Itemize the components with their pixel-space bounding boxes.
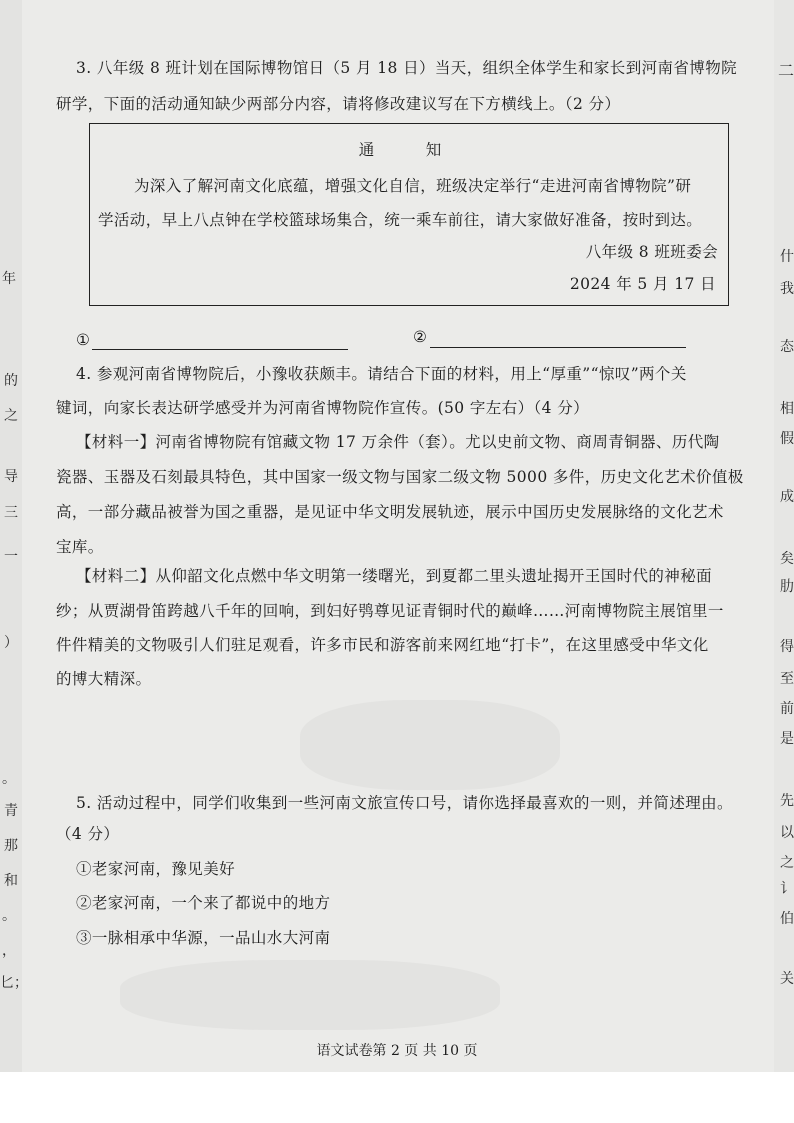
q5-option-3: ③一脉相承中华源，一品山水大河南 (76, 929, 331, 947)
q3-line-2: 研学，下面的活动通知缺少两部分内容，请将修改建议写在下方横线上。（2 分） (56, 95, 621, 113)
notice-date: 2024 年 5 月 17 日 (569, 275, 716, 293)
margin-char: 矣 (780, 551, 794, 567)
margin-char: 年 (2, 271, 16, 287)
page-footer: 语文试卷第 2 页 共 10 页 (316, 1043, 478, 1059)
margin-char: 得 (780, 639, 794, 655)
q4-line-2: 键词，向家长表达研学感受并为河南省博物院作宣传。(50 字左右）（4 分） (56, 399, 590, 417)
margin-char: 相 (780, 401, 794, 417)
notice-signer: 八年级 8 班班委会 (585, 243, 718, 261)
margin-char: 至 (780, 671, 794, 687)
q4-line-1: 4. 参观河南省博物院后，小豫收获颇丰。请结合下面的材料，用上“厚重”“惊叹”两个关 (76, 365, 687, 383)
margin-char: ） (4, 635, 18, 651)
material-2-line-2: 纱；从贾湖骨笛跨越八千年的回响，到妇好鸮尊见证青铜时代的巅峰……河南博物院主展馆里一 (56, 602, 724, 620)
notice-body-line-2: 学活动，早上八点钟在学校篮球场集合，统一乘车前往，请大家做好准备，按时到达。 (98, 211, 703, 229)
answer-blank-1[interactable] (92, 348, 348, 350)
margin-char: 三 (4, 505, 18, 521)
margin-char: 青 (4, 803, 18, 819)
margin-char: 那 (4, 838, 18, 854)
notice-body-line-1: 为深入了解河南文化底蕴，增强文化自信，班级决定举行“走进河南省博物院”研 (134, 177, 692, 195)
margin-char: 一 (4, 549, 18, 565)
material-1-line-3: 高，一部分藏品被誉为国之重器，是见证中华文明发展轨迹，展示中国历史发展脉络的文化艺术 (56, 503, 724, 521)
margin-char: 二 (778, 61, 794, 80)
material-1-line-4: 宝库。 (56, 538, 104, 556)
material-2-line-1: 【材料二】从仰韶文化点燃中华文明第一缕曙光，到夏都二里头遗址揭开王国时代的神秘面 (76, 567, 713, 585)
scan-shadow (120, 960, 500, 1030)
margin-char: 导 (4, 469, 18, 485)
notice-title: 通 知 (358, 141, 460, 159)
margin-char: ， (2, 943, 16, 959)
margin-char: 之 (4, 408, 18, 424)
margin-char: 关 (780, 971, 794, 987)
q5-option-2: ②老家河南，一个来了都说中的地方 (76, 894, 331, 912)
blank-1-label: ① (76, 331, 91, 349)
scan-shadow (300, 700, 560, 790)
margin-char: 肋 (780, 579, 794, 595)
margin-char: 和 (4, 873, 18, 889)
margin-char: 成 (780, 489, 794, 505)
margin-char: 先 (780, 793, 794, 809)
margin-char: 之 (780, 855, 794, 871)
margin-char: 假 (780, 431, 794, 447)
blank-2-label: ② (413, 328, 428, 346)
margin-char: 。 (2, 771, 16, 787)
margin-char: 。 (2, 908, 16, 924)
margin-char: 我 (780, 281, 794, 297)
q3-line-1: 3. 八年级 8 班计划在国际博物馆日（5 月 18 日）当天，组织全体学生和家长到河南省博物院 (76, 59, 737, 77)
notice-box (89, 123, 729, 306)
material-1-line-1: 【材料一】河南省博物院有馆藏文物 17 万余件（套）。尤以史前文物、商周青铜器、历代陶 (76, 433, 720, 451)
q5-option-1: ①老家河南，豫见美好 (76, 860, 236, 878)
margin-char: 的 (4, 373, 18, 389)
material-1-line-2: 瓷器、玉器及石刻最具特色，其中国家一级文物与国家二级文物 5000 多件，历史文化艺术价值极 (56, 468, 744, 486)
margin-char: 以 (780, 825, 794, 841)
margin-char: 前 (780, 701, 794, 717)
material-2-line-3: 件件精美的文物吸引人们驻足观看，许多市民和游客前来网红地“打卡”，在这里感受中华文化 (56, 636, 709, 654)
margin-char: 态 (780, 339, 794, 355)
margin-char: 匕； (0, 975, 28, 991)
q5-line-2: （4 分） (56, 825, 120, 843)
q5-line-1: 5. 活动过程中，同学们收集到一些河南文旅宣传口号，请你选择最喜欢的一则，并简述理由。 (76, 794, 733, 812)
margin-char: 讠 (780, 881, 794, 897)
material-2-line-4: 的博大精深。 (56, 670, 152, 688)
margin-char: 什 (780, 249, 794, 265)
answer-blank-2[interactable] (430, 346, 686, 348)
margin-char: 是 (780, 731, 794, 747)
margin-char: 伯 (780, 911, 794, 927)
